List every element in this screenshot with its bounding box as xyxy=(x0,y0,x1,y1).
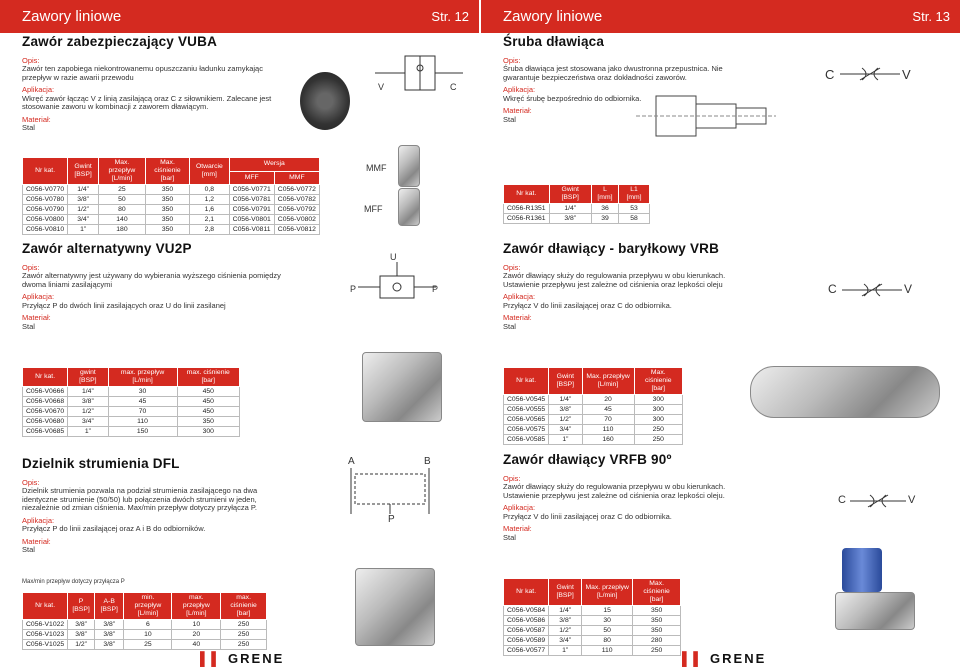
dfl-port-p: P xyxy=(388,514,395,525)
table-row xyxy=(23,387,240,397)
table-header-cell: Nr kat. xyxy=(23,593,68,620)
table-cell: 1/2” xyxy=(549,415,582,425)
vuba-th: Otwarcie [mm] xyxy=(190,158,230,185)
dfl-material: Stal xyxy=(22,545,35,554)
vu2p-opis: Zawór alternatywny jest używany do wybierania wyższego ciśnienia pomiędzy dwoma liniami zasilającymi xyxy=(22,271,281,289)
table-cell: C056-V0770 xyxy=(23,185,68,195)
vuba-port-v: V xyxy=(378,82,385,92)
table-cell: 450 xyxy=(177,407,239,417)
dfl-opis: Dzielnik strumienia pozwala na podział strumienia zasilającego na dwa identyczne strumienie (50/50) lub połączenia dwóch strumieni w jeden, niezależnie od zmian ciśnienia. Max/min przepływ dotyczy przyłącza P. xyxy=(22,486,258,512)
table-header-cell: max. ciśnienie [bar] xyxy=(221,593,267,620)
table-cell: 350 xyxy=(145,205,189,215)
table-cell: 39 xyxy=(591,214,618,224)
vuba-mff-label: MFF xyxy=(364,204,383,214)
table-cell: 1/2” xyxy=(68,407,108,417)
table-cell: C056-V0666 xyxy=(23,387,68,397)
vuba-section xyxy=(22,34,292,133)
vuba-title: Zawór zabezpieczający VUBA xyxy=(22,34,218,49)
sruba-aplikacja: Wkręć śrubę bezpośrednio do odbiornika. xyxy=(503,93,642,103)
vrfb-material-label: Materiał: xyxy=(503,524,532,533)
right-page-header xyxy=(481,0,960,33)
table-cell: 350 xyxy=(633,616,681,626)
grene-logo-icon: ▌▌ xyxy=(200,651,223,666)
vrb-port-v: V xyxy=(904,282,913,296)
table-header-cell: Max. ciśnienie [bar] xyxy=(634,368,682,395)
table-cell: 1/2” xyxy=(68,205,99,215)
table-row xyxy=(23,640,267,650)
vu2p-section xyxy=(22,241,292,331)
vrfb-port-v: V xyxy=(908,494,916,506)
dfl-table xyxy=(22,592,267,650)
right-footer-logo xyxy=(682,651,766,666)
table-row xyxy=(504,395,683,405)
vuba-opis-label: Opis: xyxy=(22,55,40,65)
table-cell: C056-V0772 xyxy=(274,185,319,195)
table-cell: 1” xyxy=(68,225,99,235)
vrfb-opis-label: Opis: xyxy=(503,473,521,483)
table-cell: C056-V0680 xyxy=(23,417,68,427)
table-cell: 25 xyxy=(124,640,172,650)
vrfb-title: Zawór dławiący VRFB 90º xyxy=(503,452,672,467)
vuba-mmf-label: MMF xyxy=(366,163,387,173)
vu2p-title: Zawór alternatywny VU2P xyxy=(22,241,192,256)
table-cell: 1/4” xyxy=(68,185,99,195)
table-cell: 110 xyxy=(582,646,633,656)
table-cell: C056-V0575 xyxy=(504,425,549,435)
table-cell: 1,6 xyxy=(190,205,230,215)
vuba-aplikacja-label: Aplikacja: xyxy=(22,85,55,94)
table-cell: 350 xyxy=(145,215,189,225)
sruba-table xyxy=(503,184,650,224)
table-cell: C056-V0587 xyxy=(504,626,549,636)
table-header-cell: Nr kat. xyxy=(504,579,549,606)
table-cell: 250 xyxy=(221,640,267,650)
table-cell: 110 xyxy=(582,425,634,435)
table-cell: 300 xyxy=(177,427,239,437)
table-cell: 1/4” xyxy=(549,395,582,405)
vu2p-port-p-left: P xyxy=(350,284,357,294)
dfl-symbol xyxy=(345,468,435,514)
table-cell: 40 xyxy=(172,640,221,650)
table-cell: C056-V0810 xyxy=(23,225,68,235)
table-cell: 1/2” xyxy=(549,626,582,636)
right-page-number: Str. 13 xyxy=(912,9,950,24)
table-cell: 1” xyxy=(549,435,582,445)
table-cell: 250 xyxy=(221,620,267,630)
table-cell: C056-V0781 xyxy=(229,195,274,205)
table-cell: 160 xyxy=(582,435,634,445)
table-header-cell: Gwint [BSP] xyxy=(549,368,582,395)
vrb-opis-label: Opis: xyxy=(503,262,521,272)
table-cell: 300 xyxy=(634,405,682,415)
table-header-cell: min. przepływ [L/min] xyxy=(124,593,172,620)
vrfb-port-c: C xyxy=(838,494,846,506)
table-cell: 1/4” xyxy=(549,204,591,214)
table-row xyxy=(23,417,240,427)
table-cell: C056-V0790 xyxy=(23,205,68,215)
sruba-symbol xyxy=(840,64,900,84)
table-cell: C056-V0811 xyxy=(229,225,274,235)
table-cell: 300 xyxy=(634,395,682,405)
table-cell: C056-V0584 xyxy=(504,606,549,616)
table-cell: 3/8” xyxy=(68,195,99,205)
sruba-opis-label: Opis: xyxy=(503,55,521,65)
table-row xyxy=(23,630,267,640)
vuba-th: Max. przepływ [L/min] xyxy=(99,158,146,185)
vrfb-knob-image xyxy=(842,548,882,592)
table-cell: C056-V0585 xyxy=(504,435,549,445)
vuba-th: Wersja xyxy=(229,158,319,172)
vrb-title: Zawór dławiący - baryłkowy VRB xyxy=(503,241,720,256)
table-row xyxy=(504,405,683,415)
table-cell: 20 xyxy=(172,630,221,640)
table-cell: C056-V0802 xyxy=(274,215,319,225)
vrb-table xyxy=(503,367,683,445)
table-cell: 50 xyxy=(582,626,633,636)
table-cell: 3/4” xyxy=(549,636,582,646)
vrfb-table xyxy=(503,578,681,656)
dfl-port-b: B xyxy=(424,456,431,467)
table-row xyxy=(23,407,240,417)
table-cell: 1” xyxy=(549,646,582,656)
table-cell: C056-V0577 xyxy=(504,646,549,656)
table-cell: 30 xyxy=(108,387,177,397)
vuba-th: Nr kat. xyxy=(23,158,68,185)
table-cell: 3/8” xyxy=(94,640,123,650)
vuba-th: Gwint [BSP] xyxy=(68,158,99,185)
vu2p-table xyxy=(22,367,240,437)
table-cell: 15 xyxy=(582,606,633,616)
vuba-product-image xyxy=(300,72,350,130)
table-cell: 250 xyxy=(634,425,682,435)
table-row xyxy=(504,204,650,214)
vrfb-body-image xyxy=(835,592,915,630)
dfl-material-label: Materiał: xyxy=(22,536,51,546)
table-cell: C056-V0812 xyxy=(274,225,319,235)
vrb-material: Stal xyxy=(503,321,516,331)
table-cell: C056-V0589 xyxy=(504,636,549,646)
table-header-cell: gwint [BSP] xyxy=(68,368,108,387)
table-cell: 6 xyxy=(124,620,172,630)
vu2p-material: Stal xyxy=(22,321,35,331)
table-cell: 3/8” xyxy=(549,214,591,224)
dfl-title: Dzielnik strumienia DFL xyxy=(22,456,180,471)
table-cell: 450 xyxy=(177,397,239,407)
vrb-symbol xyxy=(842,280,902,300)
table-row xyxy=(504,415,683,425)
table-cell: C056-R1361 xyxy=(504,214,550,224)
left-header-title: Zawory liniowe xyxy=(22,8,122,25)
left-footer-brand: GRENE xyxy=(228,651,285,666)
table-header-cell: max. przepływ [L/min] xyxy=(108,368,177,387)
table-row xyxy=(23,195,320,205)
table-cell: 250 xyxy=(634,435,682,445)
table-cell: 80 xyxy=(582,636,633,646)
sruba-port-c: C xyxy=(825,67,835,82)
table-row xyxy=(504,435,683,445)
table-header-cell: Max. ciśnienie [bar] xyxy=(633,579,681,606)
table-cell: 45 xyxy=(108,397,177,407)
vu2p-product-image xyxy=(362,352,442,422)
table-cell: 1,2 xyxy=(190,195,230,205)
right-header-title: Zawory liniowe xyxy=(503,8,603,25)
table-cell: C056-V0800 xyxy=(23,215,68,225)
table-cell: 80 xyxy=(99,205,146,215)
table-cell: C056-V0670 xyxy=(23,407,68,417)
vrfb-material: Stal xyxy=(503,532,516,542)
vuba-mmf-image xyxy=(398,145,420,187)
vrfb-aplikacja-label: Aplikacja: xyxy=(503,503,536,512)
table-cell: 3/4” xyxy=(549,425,582,435)
table-header-cell: L1 [mm] xyxy=(619,185,650,204)
left-page-number: Str. 12 xyxy=(431,9,469,24)
vuba-table xyxy=(22,157,320,235)
table-row xyxy=(23,225,320,235)
table-cell: 53 xyxy=(619,204,650,214)
table-cell: 280 xyxy=(633,636,681,646)
vrb-opis: Zawór dławiący służy do regulowania przepływu w obu kierunkach. Ustawienie przepływu jest zależne od ciśnienia oraz lepkości oleju xyxy=(503,271,726,289)
dfl-port-a: A xyxy=(348,456,355,467)
vu2p-aplikacja-label: Aplikacja: xyxy=(22,292,55,301)
table-row xyxy=(504,636,681,646)
table-row xyxy=(23,427,240,437)
vuba-mff-image xyxy=(398,188,420,226)
table-cell: 350 xyxy=(633,606,681,616)
table-cell: 2,1 xyxy=(190,215,230,225)
table-cell: C056-V0565 xyxy=(504,415,549,425)
vu2p-port-u: U xyxy=(390,252,397,262)
table-header-cell: Nr kat. xyxy=(504,185,550,204)
table-cell: C056-V1023 xyxy=(23,630,68,640)
table-cell: C056-V0586 xyxy=(504,616,549,626)
dfl-opis-label: Opis: xyxy=(22,477,40,487)
table-cell: 300 xyxy=(634,415,682,425)
table-cell: 250 xyxy=(221,630,267,640)
table-cell: 450 xyxy=(177,387,239,397)
table-cell: 30 xyxy=(582,616,633,626)
table-cell: 3/8” xyxy=(68,620,95,630)
sruba-technical-drawing xyxy=(636,86,776,148)
table-header-cell: Nr kat. xyxy=(23,368,68,387)
table-cell: 1/2” xyxy=(68,640,95,650)
sruba-port-v: V xyxy=(902,67,911,82)
table-cell: 36 xyxy=(591,204,618,214)
table-header-cell: Nr kat. xyxy=(504,368,549,395)
table-cell: 150 xyxy=(108,427,177,437)
table-cell: 70 xyxy=(108,407,177,417)
table-cell: 350 xyxy=(177,417,239,427)
table-row xyxy=(23,215,320,225)
table-cell: 3/4” xyxy=(68,417,108,427)
dfl-note: Max/min przepływ dotyczy przyłącza P xyxy=(22,579,125,585)
table-cell: C056-V1022 xyxy=(23,620,68,630)
table-cell: 45 xyxy=(582,405,634,415)
table-header-cell: max. ciśnienie [bar] xyxy=(177,368,239,387)
table-cell: C056-V0801 xyxy=(229,215,274,225)
dfl-aplikacja-label: Aplikacja: xyxy=(22,515,55,525)
table-cell: 20 xyxy=(582,395,634,405)
left-page-header xyxy=(0,0,479,33)
table-header-cell: Max. przepływ [L/min] xyxy=(582,579,633,606)
table-cell: 3/4” xyxy=(68,215,99,225)
grene-logo-icon: ▌▌ xyxy=(682,651,705,666)
vu2p-opis-label: Opis: xyxy=(22,262,40,272)
table-header-cell: Max. przepływ [L/min] xyxy=(582,368,634,395)
table-cell: 2,8 xyxy=(190,225,230,235)
table-cell: 3/8” xyxy=(549,405,582,415)
table-row xyxy=(23,620,267,630)
vuba-opis: Zawór ten zapobiega niekontrowanemu opuszczaniu ładunku zamykając przepływ w razie awarii przewodu xyxy=(22,64,263,82)
vuba-port-c: C xyxy=(450,82,457,92)
vrb-aplikacja: Przyłącz V do linii zasilającej oraz C do odbiornika. xyxy=(503,300,672,310)
vu2p-material-label: Materiał: xyxy=(22,313,51,322)
vrfb-symbol xyxy=(850,492,906,510)
table-row xyxy=(504,606,681,616)
table-row xyxy=(23,185,320,195)
table-cell: 10 xyxy=(172,620,221,630)
vrb-product-image xyxy=(750,366,940,418)
vuba-th-sub: MMF xyxy=(274,171,319,185)
vuba-th-sub: MFF xyxy=(229,171,274,185)
table-cell: 25 xyxy=(99,185,146,195)
table-cell: 10 xyxy=(124,630,172,640)
table-cell: C056-V1025 xyxy=(23,640,68,650)
right-footer-brand: GRENE xyxy=(710,651,767,666)
vrb-port-c: C xyxy=(828,282,837,296)
table-cell: 180 xyxy=(99,225,146,235)
table-cell: 1/4” xyxy=(549,606,582,616)
sruba-aplikacja-label: Aplikacja: xyxy=(503,85,536,94)
table-cell: C056-V0555 xyxy=(504,405,549,415)
vuba-th: Max. ciśnienie [bar] xyxy=(145,158,189,185)
table-cell: 140 xyxy=(99,215,146,225)
table-header-cell: Gwint [BSP] xyxy=(549,185,591,204)
table-cell: 3/8” xyxy=(68,630,95,640)
table-cell: C056-V0668 xyxy=(23,397,68,407)
table-header-cell: P [BSP] xyxy=(68,593,95,620)
table-cell: 58 xyxy=(619,214,650,224)
left-footer-logo xyxy=(200,651,284,666)
table-header-cell: max. przepływ [L/min] xyxy=(172,593,221,620)
dfl-section xyxy=(22,456,267,555)
table-cell: 3/8” xyxy=(68,397,108,407)
table-cell: 3/8” xyxy=(549,616,582,626)
table-row xyxy=(504,626,681,636)
vrb-section xyxy=(503,241,743,331)
table-cell: 350 xyxy=(633,626,681,636)
dfl-aplikacja: Przyłącz P do linii zasilającej oraz A i B do odbiorników. xyxy=(22,524,206,533)
table-row xyxy=(504,425,683,435)
vu2p-aplikacja: Przyłącz P do dwóch linii zasilających oraz U do linii zasilanej xyxy=(22,300,226,310)
table-cell: 110 xyxy=(108,417,177,427)
vrfb-opis: Zawór dławiący służy do regulowania przepływu w obu kierunkach. Ustawienie przepływu jest zależne od ciśnienia oraz lepkości oleju. xyxy=(503,482,726,500)
table-header-cell: L [mm] xyxy=(591,185,618,204)
table-cell: 350 xyxy=(145,185,189,195)
sruba-title: Śruba dławiąca xyxy=(503,34,605,49)
table-cell: 350 xyxy=(145,195,189,205)
table-cell: 70 xyxy=(582,415,634,425)
table-row xyxy=(504,214,650,224)
vuba-material-label: Materiał: xyxy=(22,114,51,124)
vrb-aplikacja-label: Aplikacja: xyxy=(503,292,536,301)
table-row xyxy=(23,397,240,407)
table-cell: C056-V0780 xyxy=(23,195,68,205)
table-cell: 3/8” xyxy=(94,630,123,640)
table-cell: C056-V0792 xyxy=(274,205,319,215)
dfl-product-image xyxy=(355,568,435,646)
table-cell: 50 xyxy=(99,195,146,205)
table-cell: 1/4” xyxy=(68,387,108,397)
table-cell: C056-R1351 xyxy=(504,204,550,214)
sruba-material-label: Materiał: xyxy=(503,106,532,115)
table-cell: 3/8” xyxy=(94,620,123,630)
vu2p-symbol xyxy=(358,262,439,302)
table-cell: 1” xyxy=(68,427,108,437)
vrfb-aplikacja: Przyłącz V do linii zasilającej oraz C do odbiornika. xyxy=(503,511,672,521)
table-row xyxy=(504,616,681,626)
table-cell: C056-V0685 xyxy=(23,427,68,437)
table-header-cell: A-B [BSP] xyxy=(94,593,123,620)
sruba-material: Stal xyxy=(503,114,516,124)
table-row xyxy=(504,646,681,656)
vrb-material-label: Materiał: xyxy=(503,313,532,322)
table-row xyxy=(23,205,320,215)
vuba-aplikacja: Wkręć zawór łącząc V z linią zasilającą oraz C z siłownikiem. Zalecane jest stosowanie zaworu w kombinacji z zaworem dławiącym. xyxy=(22,93,272,111)
vrfb-section xyxy=(503,452,748,542)
table-cell: C056-V0771 xyxy=(229,185,274,195)
table-cell: C056-V0791 xyxy=(229,205,274,215)
table-cell: C056-V0782 xyxy=(274,195,319,205)
vuba-material: Stal xyxy=(22,123,35,132)
vu2p-port-p-right: P xyxy=(432,284,439,294)
table-cell: 0,8 xyxy=(190,185,230,195)
table-header-cell: Gwint [BSP] xyxy=(549,579,582,606)
table-cell: 350 xyxy=(145,225,189,235)
table-cell: 250 xyxy=(633,646,681,656)
sruba-opis: Śruba dławiąca jest stosowana jako dwustronna przepustnica. Nie gwarantuje bezpieczeństwa oraz dokładności zaworów. xyxy=(503,64,723,82)
table-cell: C056-V0545 xyxy=(504,395,549,405)
